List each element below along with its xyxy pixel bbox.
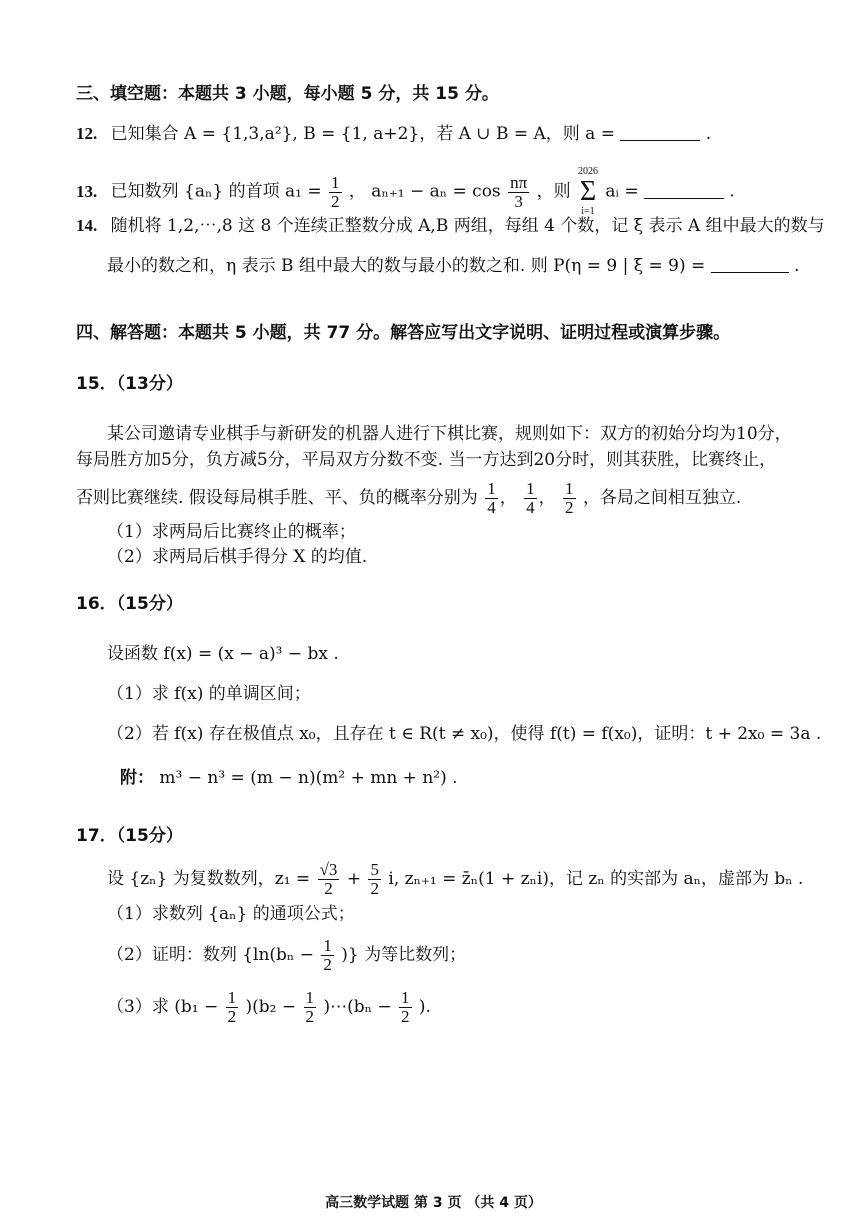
q13-end: .	[729, 181, 735, 202]
q12-answer-blank	[620, 122, 700, 141]
q15-line3-pre: 否则比赛继续. 假设每局棋手胜、平、负的概率分别为	[76, 488, 478, 508]
q13-fraction-npi: $\frac{n\pi}{3}$	[510, 172, 528, 211]
q16-intro: 设函数 f(x) = (x − a)³ − bx .	[107, 644, 339, 664]
q17-sub1: （1）求数列 {aₙ} 的通项公式；	[107, 904, 355, 924]
q13-summation: 2026 Σ i=1	[577, 166, 598, 217]
q17-sub3-fraction-2: $\frac{1}{2}$	[305, 988, 315, 1026]
q15-sub1: （1）求两局后比赛终止的概率；	[107, 522, 356, 542]
q15-sub2: （2）求两局后棋手得分 X 的均值.	[107, 547, 368, 567]
q12-text: 已知集合 A = {1,3,a²}, B = {1, a+2}，若 A ∪ B = A，则 a =	[110, 124, 615, 144]
q13-number: 13.	[76, 181, 98, 201]
q17-sub3-part-c: ).	[418, 997, 431, 1017]
q12-end: .	[705, 124, 712, 144]
question-13	[76, 166, 735, 217]
q17-sub3	[107, 984, 431, 1030]
q13-pre: 已知数列 {aₙ} 的首项 a₁ =	[110, 181, 322, 202]
q16-note-label: 附：	[120, 768, 154, 788]
q17-sub3-pre: （3）求 (b₁ −	[107, 997, 219, 1017]
q17-intro-post: i, zₙ₊₁ = z̄ₙ(1 + zₙi)，记 zₙ 的实部为 aₙ，虚部为 bₙ .	[388, 869, 804, 889]
section-4-title: 四、解答题：本题共 5 小题，共 77 分。解答应写出文字说明、证明过程或演算步骤。	[76, 323, 731, 343]
q16-sub2: （2）若 f(x) 存在极值点 x₀，且存在 t ∈ R(t ≠ x₀)，使得 f(t) = f(x₀)，证明：t + 2x₀ = 3a .	[107, 724, 822, 744]
q17-intro-pre: 设 {zₙ} 为复数数列，z₁ =	[107, 869, 311, 889]
q17-fraction-five: $\frac{5}{2}$	[370, 860, 379, 898]
q17-sub3-part-b: )⋯(bₙ −	[323, 997, 392, 1017]
q16-note	[120, 766, 458, 790]
q14-answer-blank	[711, 254, 789, 273]
q17-sub2	[107, 932, 466, 978]
section-3-title: 三、填空题：本题共 3 小题，每小题 5 分，共 15 分。	[76, 84, 499, 104]
q14-line1: 随机将 1,2,⋯,8 这 8 个连续正整数分成 A,B 两组，每组 4 个数，记 ξ 表示 A 组中最大的数与	[110, 216, 825, 236]
question-14-line1	[76, 214, 825, 238]
q17-sub3-fraction-3: $\frac{1}{2}$	[401, 988, 410, 1026]
q13-post: ，则	[536, 181, 571, 202]
q15-prob-draw: $\frac{1}{4}$	[526, 479, 535, 517]
q17-fraction-sqrt3: $\frac{√3}{2}$	[319, 860, 338, 898]
q15-prob-win: $\frac{1}{4}$	[487, 479, 496, 517]
question-12	[76, 122, 711, 146]
q17-intro	[107, 856, 803, 902]
q15-line2: 每局胜方加5分，负方减5分，平局双方分数不变. 当一方达到20分时，则其获胜，比赛终止，	[76, 450, 777, 470]
q17-sub2-post: )} 为等比数列；	[341, 945, 467, 965]
q17-header: 17．（15分）	[76, 826, 183, 846]
question-14-line2	[107, 254, 800, 278]
q12-number: 12.	[76, 124, 98, 143]
q15-line3: 否则比赛继续. 假设每局棋手胜、平、负的概率分别为 $\frac{1}{4}$ ， $\frac{1}{4}$ ， $\frac{1}{2}$ ，各局之间相互独立.	[76, 479, 742, 517]
q17-sub2-pre: （2）证明：数列 {ln(bₙ −	[107, 945, 314, 965]
q14-end: .	[794, 256, 800, 276]
q16-sub1: （1）求 f(x) 的单调区间；	[107, 684, 311, 704]
q17-sub3-fraction-1: $\frac{1}{2}$	[227, 988, 237, 1026]
q16-note-formula: m³ − n³ = (m − n)(m² + mn + n²) .	[159, 768, 458, 788]
q13-mid: ， aₙ₊₁ − aₙ = cos	[348, 181, 501, 202]
q17-plus: +	[346, 869, 362, 889]
sigma-symbol: Σ	[579, 176, 597, 207]
q13-answer-blank	[644, 180, 724, 199]
q15-prob-lose: $\frac{1}{2}$	[565, 479, 574, 517]
q13-fraction-half: $\frac{1}{2}$	[331, 172, 340, 211]
q15-line3-post: ，各局之间相互独立.	[582, 488, 742, 508]
q15-line1: 某公司邀请专业棋手与新研发的机器人进行下棋比赛，规则如下：双方的初始分均为10分，	[107, 424, 792, 444]
q17-sub3-part-a: )(b₂ −	[245, 997, 297, 1017]
q16-header: 16．（15分）	[76, 594, 183, 614]
q15-header: 15．（13分）	[76, 374, 183, 394]
q14-line2: 最小的数之和，η 表示 B 组中最大的数与最小的数之和. 则 P(η = 9 | ξ = 9) =	[107, 256, 706, 276]
q13-sum-term: aᵢ =	[605, 181, 639, 202]
q17-sub2-fraction: $\frac{1}{2}$	[323, 936, 332, 974]
page-footer: 高三数学试题 第 3 页 （共 4 页）	[325, 1195, 542, 1211]
q14-number: 14.	[76, 216, 98, 235]
